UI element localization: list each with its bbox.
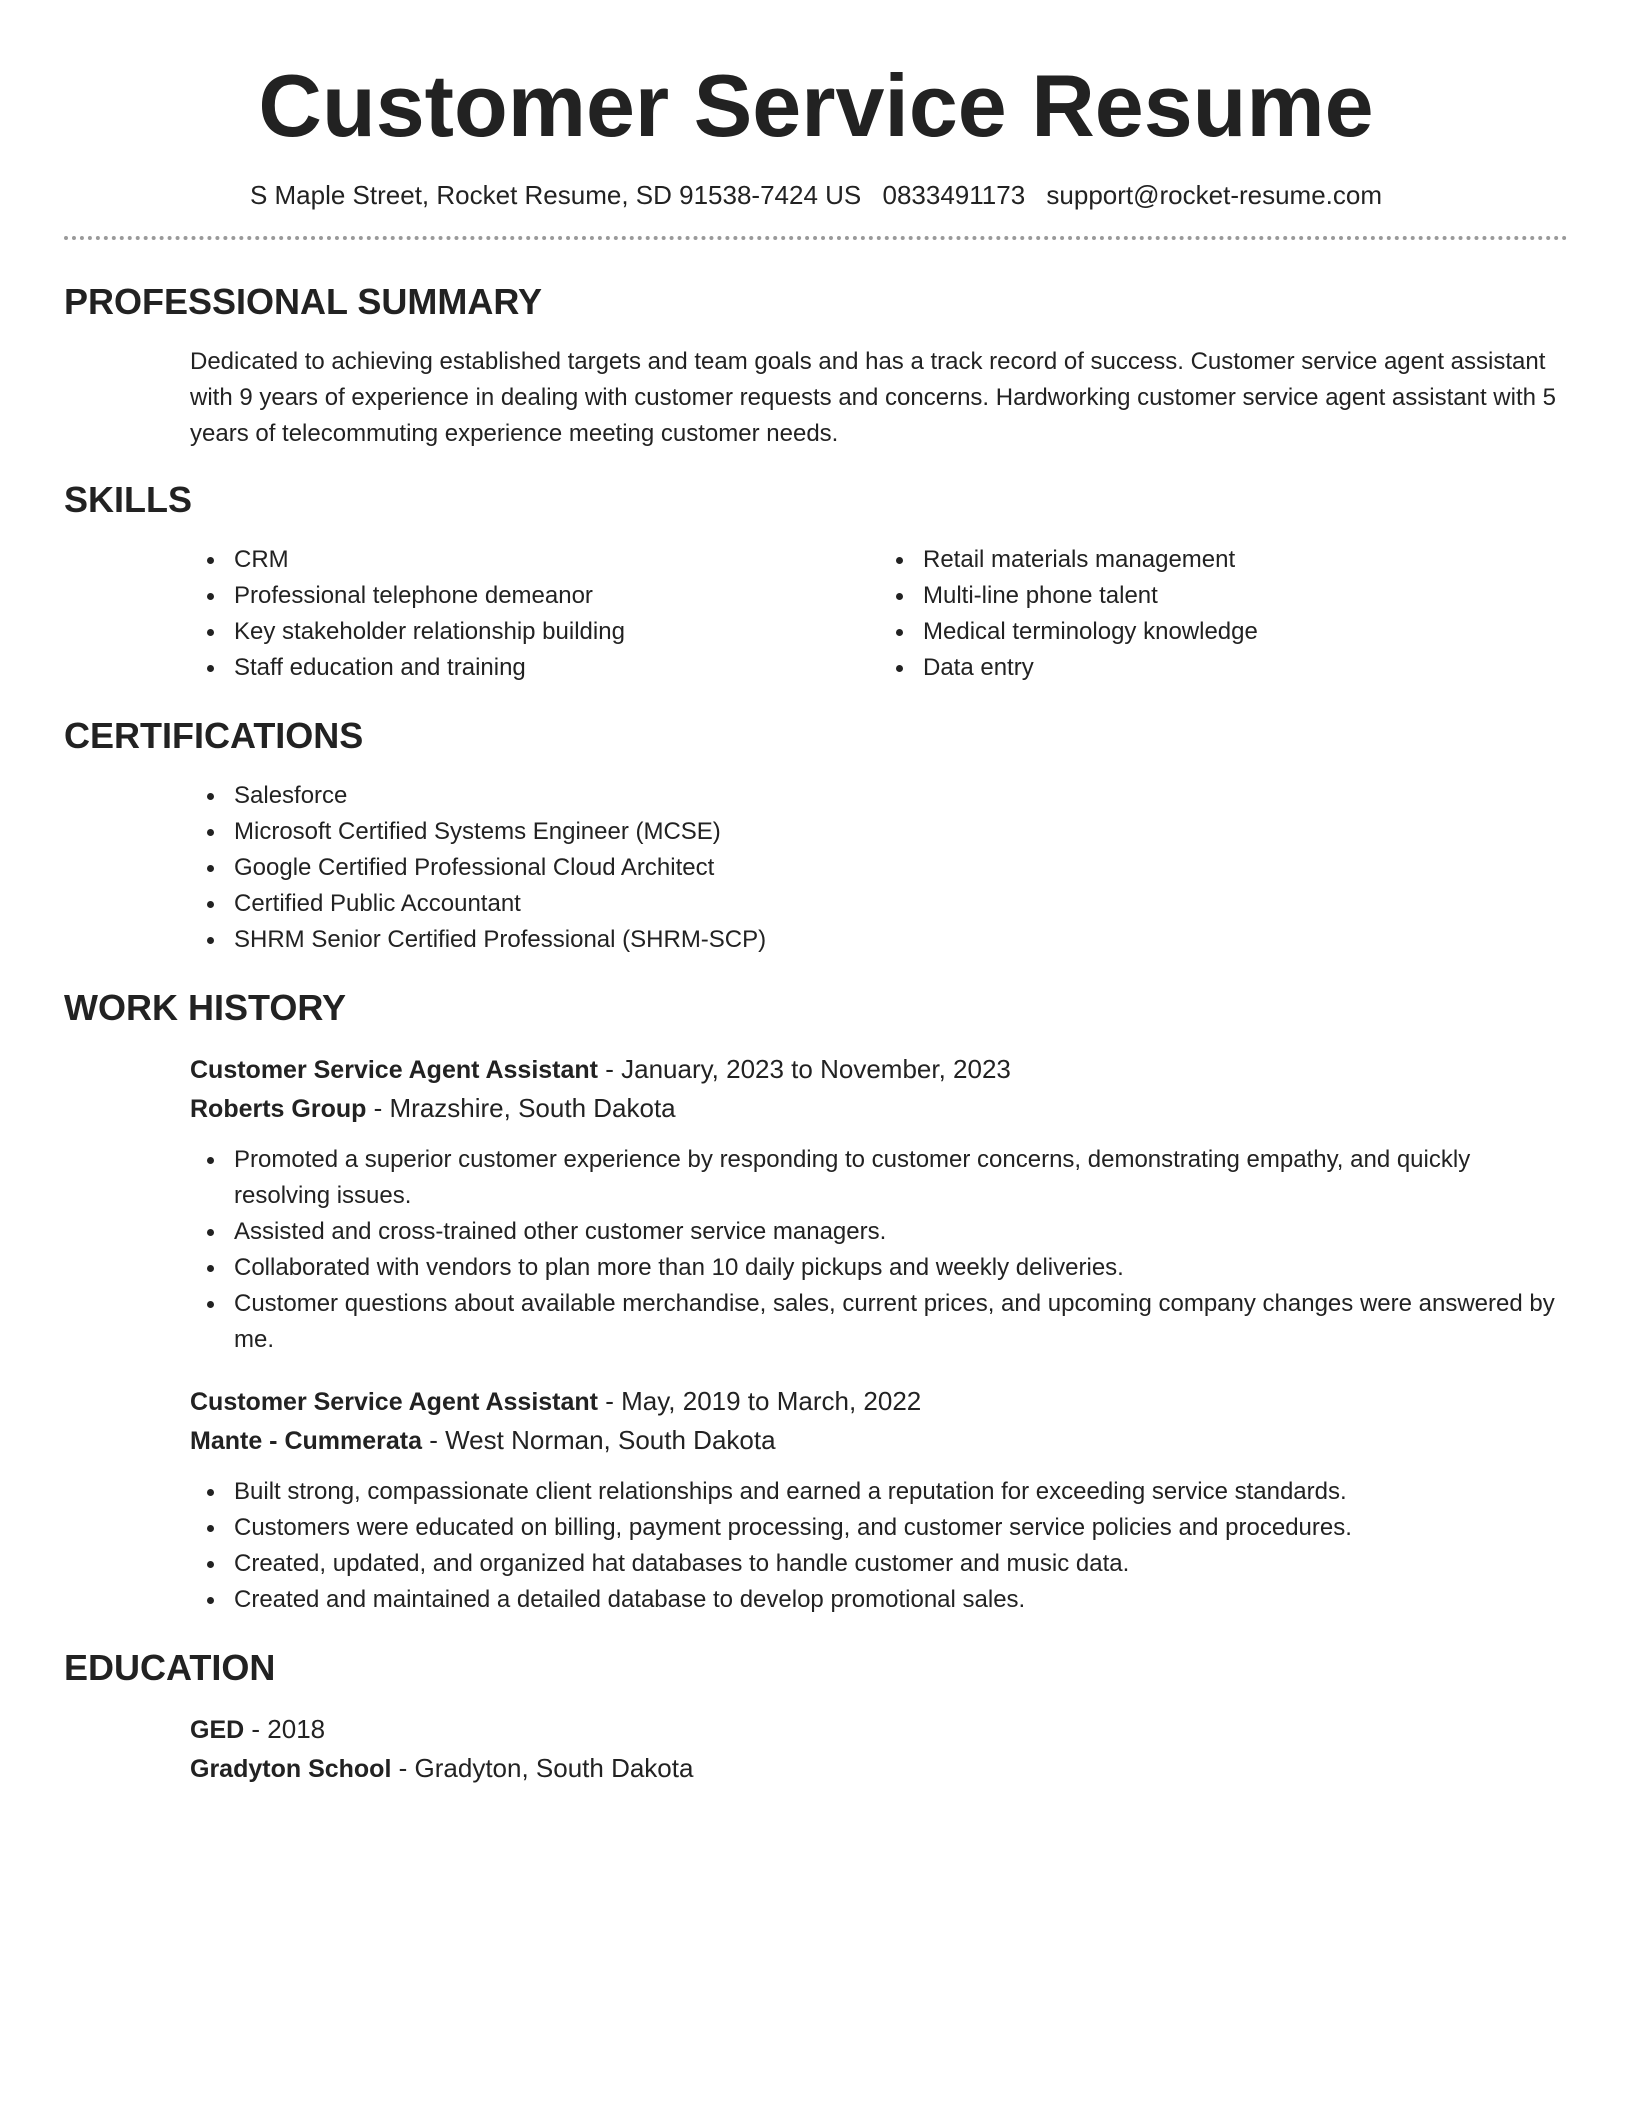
skills-heading: SKILLS xyxy=(64,479,193,520)
email-text: support@rocket-resume.com xyxy=(1046,180,1383,210)
job-company: Roberts Group xyxy=(190,1095,367,1123)
job-title: Customer Service Agent Assistant xyxy=(190,1388,598,1416)
education-section xyxy=(64,1646,1568,1788)
job-title: Customer Service Agent Assistant xyxy=(190,1056,598,1084)
work-history-section xyxy=(64,986,1568,1618)
job-company-line xyxy=(190,1421,1568,1460)
certification-item: Certified Public Accountant xyxy=(234,886,1568,922)
school-location: - Gradyton, South Dakota xyxy=(391,1753,694,1783)
education-heading: EDUCATION xyxy=(64,1647,276,1688)
skill-item: Medical terminology knowledge xyxy=(923,614,1568,650)
job-duty-item: Customer questions about available merchandise, sales, current prices, and upcoming company changes were answered by me. xyxy=(234,1286,1568,1358)
job-duty-item: Customers were educated on billing, payment processing, and customer service policies and procedures. xyxy=(234,1510,1568,1546)
work-history-body xyxy=(190,1050,1568,1618)
job-dates: - May, 2019 to March, 2022 xyxy=(598,1386,922,1416)
skill-item: Data entry xyxy=(923,650,1568,686)
job-duty-item: Assisted and cross-trained other customer service managers. xyxy=(234,1214,1568,1250)
certifications-body xyxy=(190,778,1568,958)
skill-item: Multi-line phone talent xyxy=(923,578,1568,614)
skill-item: CRM xyxy=(234,542,879,578)
job-location: - Mrazshire, South Dakota xyxy=(366,1093,676,1123)
school-line xyxy=(190,1749,1568,1788)
summary-text: Dedicated to achieving established targets and team goals and has a track record of success. Customer service agent assistant with 9 years of experience in dealing with customer requests and concerns. Hardworking customer service agent assistant with 5 years of telecommuting experience meeting customer needs. xyxy=(190,348,1556,447)
certification-item: Microsoft Certified Systems Engineer (MCSE) xyxy=(234,814,1568,850)
certifications-section xyxy=(64,714,1568,958)
certification-item: SHRM Senior Certified Professional (SHRM-SCP) xyxy=(234,922,1568,958)
job-title-line xyxy=(190,1050,1568,1089)
job-duty-item: Collaborated with vendors to plan more than 10 daily pickups and weekly deliveries. xyxy=(234,1250,1568,1286)
skills-left-list xyxy=(190,542,879,686)
job-duty-item: Built strong, compassionate client relationships and earned a reputation for exceeding service standards. xyxy=(234,1474,1568,1510)
education-body xyxy=(190,1710,1568,1788)
summary-heading: PROFESSIONAL SUMMARY xyxy=(64,281,543,322)
job-duties-list xyxy=(190,1142,1568,1358)
degree-line xyxy=(190,1710,1568,1749)
skill-item: Staff education and training xyxy=(234,650,879,686)
certification-item: Google Certified Professional Cloud Architect xyxy=(234,850,1568,886)
job-duty-item: Promoted a superior customer experience by responding to customer concerns, demonstrating empathy, and quickly resolving issues. xyxy=(234,1142,1568,1214)
skill-item: Key stakeholder relationship building xyxy=(234,614,879,650)
certifications-heading: CERTIFICATIONS xyxy=(64,715,364,756)
job-duty-item: Created, updated, and organized hat databases to handle customer and music data. xyxy=(234,1546,1568,1582)
job-company-line xyxy=(190,1089,1568,1128)
job-entry xyxy=(190,1050,1568,1358)
certifications-list xyxy=(190,778,1568,958)
job-duty-item: Created and maintained a detailed database to develop promotional sales. xyxy=(234,1582,1568,1618)
resume-title: Customer Service Resume xyxy=(258,56,1374,155)
job-entry xyxy=(190,1382,1568,1618)
job-duties-list xyxy=(190,1474,1568,1618)
job-location: - West Norman, South Dakota xyxy=(422,1425,776,1455)
job-company: Mante - Cummerata xyxy=(190,1427,422,1455)
skills-right-list xyxy=(879,542,1568,686)
certification-item: Salesforce xyxy=(234,778,1568,814)
degree-year: - 2018 xyxy=(244,1714,326,1744)
skills-section xyxy=(64,478,1568,686)
job-dates: - January, 2023 to November, 2023 xyxy=(598,1054,1011,1084)
degree-name: GED xyxy=(190,1716,245,1744)
phone-text: 0833491173 xyxy=(882,180,1026,210)
skill-item: Retail materials management xyxy=(923,542,1568,578)
school-name: Gradyton School xyxy=(190,1755,392,1783)
skills-grid xyxy=(190,542,1568,686)
contact-line xyxy=(64,178,1568,212)
job-title-line xyxy=(190,1382,1568,1421)
address-text: S Maple Street, Rocket Resume, SD 91538-7424 US xyxy=(249,180,862,210)
summary-section xyxy=(64,280,1568,452)
work-history-heading: WORK HISTORY xyxy=(64,987,347,1028)
header-divider xyxy=(64,236,1568,240)
skill-item: Professional telephone demeanor xyxy=(234,578,879,614)
summary-body xyxy=(190,344,1568,452)
